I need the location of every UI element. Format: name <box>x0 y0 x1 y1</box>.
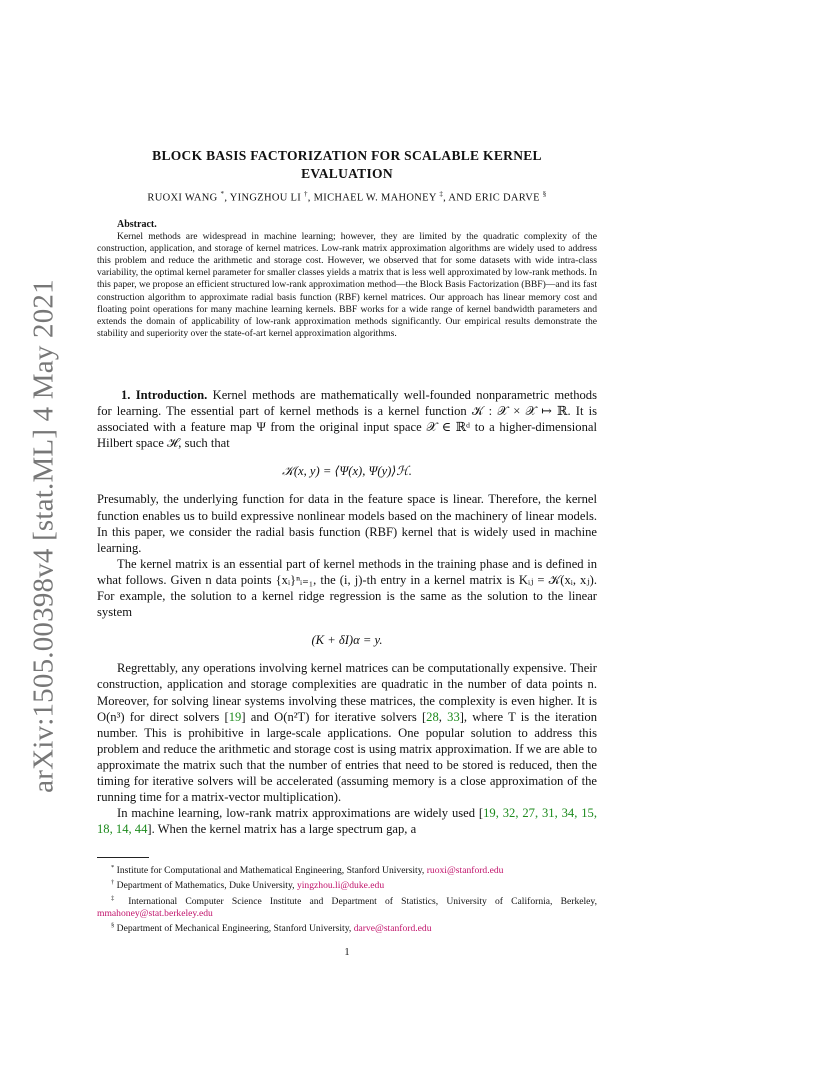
abstract-heading: Abstract. <box>117 219 157 230</box>
footnote-marker: † <box>111 879 115 887</box>
author-name: RUOXI WANG <box>147 192 218 204</box>
citation-link[interactable]: 33 <box>447 709 460 724</box>
section-heading: 1. Introduction. <box>121 388 208 402</box>
kernel-equation: 𝒦(x, y) = ⟨Ψ(x), Ψ(y)⟩ℋ. <box>282 464 412 479</box>
footnote-text: Institute for Computational and Mathematical Engineering, Stanford University, <box>116 865 425 877</box>
footnote-marker: § <box>542 190 547 198</box>
linear-system-equation: (K + δI)α = y. <box>311 633 383 648</box>
page-number: 1 <box>344 947 350 958</box>
footnote-marker: ‡ <box>439 190 444 198</box>
author-name: , MICHAEL W. MAHONEY <box>307 192 437 204</box>
footnote-text: International Computer Science Institute and Department of Statistics, University of California, Berkeley, <box>128 895 597 907</box>
footnote-marker: † <box>303 190 308 198</box>
footnote-3 <box>97 893 597 921</box>
footnote-marker: ‡ <box>111 894 121 902</box>
footnotes <box>97 857 597 936</box>
introduction-section <box>97 387 597 837</box>
email-link[interactable]: darve@stanford.edu <box>353 923 432 935</box>
paragraph-text: ]. When the kernel matrix has a large spectrum gap, a <box>147 822 417 837</box>
paragraph-text: ] and O(n²T) for iterative solvers [ <box>241 709 427 724</box>
email-link[interactable]: mmahoney@stat.berkeley.edu <box>97 908 213 920</box>
paragraph-text: In machine learning, low-rank matrix approximations are widely used [ <box>117 806 484 821</box>
paragraph-text: Kernel methods are mathematically well-founded nonparametric methods for learning. The essential part of kernel methods is a kernel function 𝒦 : 𝒳 × 𝒳 ↦ ℝ. It is associated with a feature map Ψ from the original input space 𝒳 ∈ ℝᵈ to a higher-dimensional Hilbert space ℋ, such that <box>97 388 597 451</box>
footnote-rule <box>97 857 149 858</box>
footnote-4 <box>97 920 597 935</box>
arxiv-identifier-stamp: arXiv:1505.00398v4 [stat.ML] 4 May 2021 <box>27 279 60 793</box>
paragraph-text: Regrettably, any operations involving kernel matrices can be computationally expensive. Their construction, application and storage complexities are quadratic in the number of data points n. Moreover, for solving linear systems involving these matrices, the complexity is even higher. It is O(n³) for direct solvers [ <box>97 661 597 724</box>
footnote-1 <box>97 862 597 877</box>
title-line-1: BLOCK BASIS FACTORIZATION FOR SCALABLE KERNEL <box>152 148 542 163</box>
title-line-2: EVALUATION <box>301 166 393 181</box>
citation-link[interactable]: 28 <box>426 709 439 724</box>
abstract-section <box>97 219 597 340</box>
footnote-marker: § <box>111 922 115 930</box>
footnote-text: Department of Mechanical Engineering, Stanford University, <box>116 923 352 935</box>
author-name: , AND ERIC DARVE <box>443 192 540 204</box>
abstract-text: Kernel methods are widespread in machine learning; however, they are limited by the quadratic complexity of the construction, application, and storage of kernel matrices. Low-rank matrix approximation algorithms are widely used to address this problem and reduce the arithmetic and storage cost. However, we observed that for some datasets with wide intra-class variability, the optimal kernel parameter for smaller classes yields a matrix that is less well approximated by low-rank methods. In this paper, we propose an efficient structured low-rank approximation method—the Block Basis Factorization (BBF)—and its fast construction algorithm to approximate radial basis function (RBF) kernel matrices. Our approach has linear memory cost and floating point operations for many machine learning kernels. BBF works for a wide range of kernel bandwidth parameters and extends the domain of applicability of low-rank approximation methods significantly. Our empirical results demonstrate the stability and superiority over the state-of-art kernel approximation algorithms. <box>97 231 597 339</box>
intro-paragraph-4: Regrettably, any operations involving kernel matrices can be computationally expensive. Their construction, application and storage complexities are quadratic in the number of data points n. Moreover, for solving linear systems involving these matrices, the complexity is even higher. It is O(n³) for direct solvers [19] and O(n²T) for iterative solvers [28, 33], where T is the iteration number. This is prohibitive in large-scale applications. One popular solution to address this problem and reduce the arithmetic and storage cost is using matrix approximation. If we are able to approximate the matrix such that the number of entries that need to be stored is reduced, then the timing for iterative solvers will be accelerated (assuming memory is a close approximation of the running time for a matrix-vector multiplication). <box>97 661 597 805</box>
author-name: , YINGZHOU LI <box>224 192 302 204</box>
email-link[interactable]: ruoxi@stanford.edu <box>426 865 504 877</box>
citation-link[interactable]: 19 <box>228 709 242 724</box>
intro-paragraph-5 <box>97 805 597 837</box>
paper-title <box>97 147 597 183</box>
intro-paragraph-2: Presumably, the underlying function for data in the feature space is linear. Therefore, the kernel function enables us to build expressive nonlinear models based on the machinery of linear models. In this paper, we consider the radial basis function (RBF) kernel that is widely used in machine learning. <box>97 492 597 555</box>
footnote-marker: * <box>220 190 225 198</box>
footnote-marker: * <box>111 864 115 871</box>
author-list <box>97 190 597 204</box>
paragraph-text: ], where T is the iteration number. This is prohibitive in large-scale applications. One popular solution to address this problem and reduce the arithmetic and storage cost is using matrix approximation. If we are able to approximate the matrix such that the number of entries that need to be stored is reduced, then the timing for iterative solvers will be accelerated (assuming memory is a close approximation of the running time for a matrix-vector multiplication). <box>97 709 597 805</box>
citation-link[interactable]: 19, 32, 27, 31, 34, 15, 18, 14, 44 <box>97 806 597 837</box>
footnote-2 <box>97 877 597 892</box>
footnote-text: Department of Mathematics, Duke University, <box>116 880 295 892</box>
intro-paragraph-3: The kernel matrix is an essential part of kernel methods in the training phase and is defined in what follows. Given n data points {xᵢ}ⁿᵢ₌₁, the (i, j)-th entry in a kernel matrix is Kᵢⱼ = 𝒦(xᵢ, xⱼ). For example, the solution to a kernel ridge regression is the same as the solution to the linear system <box>97 556 597 620</box>
email-link[interactable]: yingzhou.li@duke.edu <box>296 880 385 892</box>
intro-paragraph-1 <box>97 387 597 451</box>
